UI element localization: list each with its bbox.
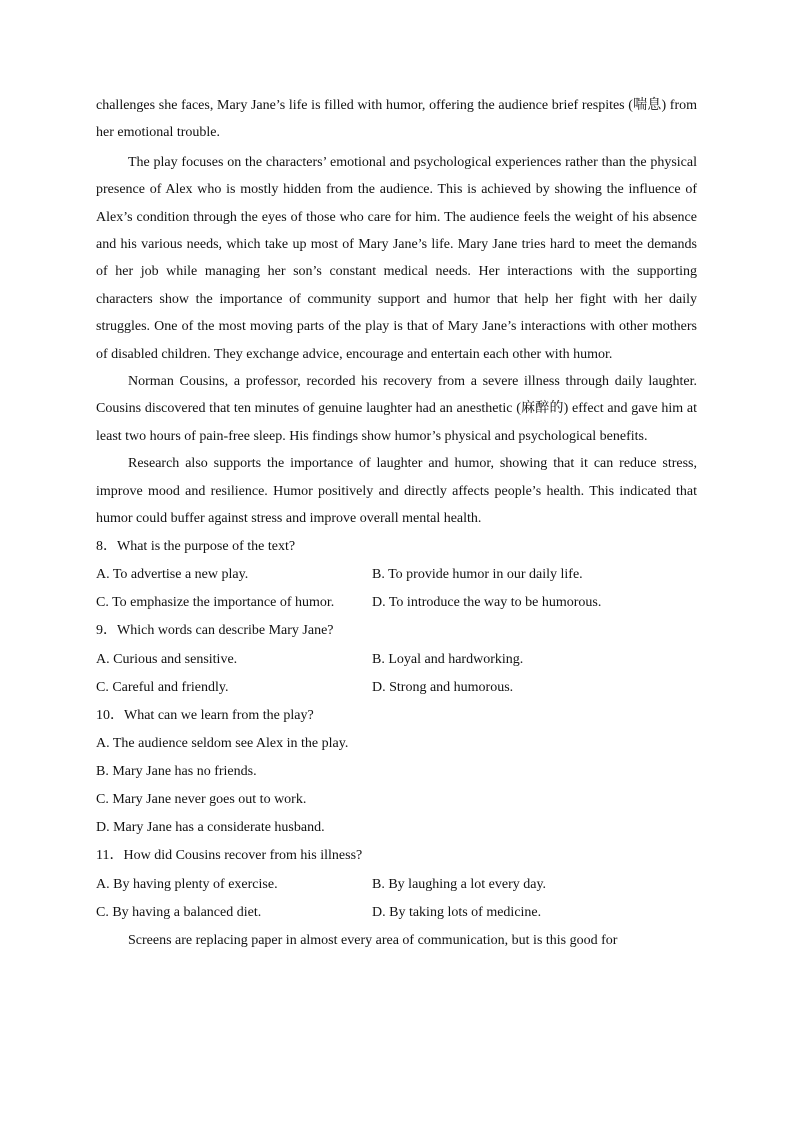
- option-a: A. By having plenty of exercise.: [96, 876, 278, 892]
- passage-paragraph-4: Research also supports the importance of laughter and humor, showing that it can reduce stress, improve mood and resilience. Humor positively and directly affects people’s health. This indicated that humor could buffer against stress and improve overall mental health.: [96, 456, 697, 527]
- question-9: [96, 617, 697, 702]
- option-c: C. To emphasize the importance of humor.: [96, 595, 335, 610]
- question-stem: 11．How did Cousins recover from his illness?: [96, 848, 363, 863]
- question-stem: 9．Which words can describe Mary Jane?: [96, 623, 334, 638]
- option-list: [96, 561, 697, 617]
- next-passage-paragraph-1: Screens are replacing paper in almost every area of communication, but is this good for: [128, 932, 618, 948]
- option-c: C. By having a balanced diet.: [96, 904, 262, 920]
- option-b: B. Loyal and hardworking.: [372, 651, 524, 667]
- option-a: A. The audience seldom see Alex in the play.: [96, 736, 349, 751]
- option-d: D. By taking lots of medicine.: [372, 904, 542, 920]
- option-d: D. Strong and humorous.: [372, 679, 514, 695]
- option-d: D. Mary Jane has a considerate husband.: [96, 820, 325, 835]
- passage-paragraph-2: The play focuses on the characters’ emotional and psychological experiences rather than the physical presence of Alex who is mostly hidden from the audience. This is achieved by showing the influence of Alex’s condition through the eyes of those who care for him. The audience feels the weight of his absence and his various needs, which take up most of Mary Jane’s life. Mary Jane tries hard to meet the demands of her job while managing her son’s constant medical needs. Her interactions with the supporting characters show the importance of community support and humor that help her fight with her daily struggles. One of the most moving parts of the play is that of Mary Jane’s interactions with other mothers of disabled children. They exchange advice, encourage and entertain each other with humor.: [96, 154, 697, 362]
- option-list: [96, 871, 697, 927]
- question-stem: 10．What can we learn from the play?: [96, 707, 314, 723]
- option-a: A. To advertise a new play.: [96, 567, 249, 582]
- option-a: A. Curious and sensitive.: [96, 651, 238, 667]
- passage-paragraph-1: challenges she faces, Mary Jane’s life is filled with humor, offering the audience brief respites (喘息) from her emotional trouble.: [96, 98, 697, 141]
- option-b: B. By laughing a lot every day.: [372, 876, 547, 892]
- question-10: [96, 702, 697, 843]
- option-b: B. To provide humor in our daily life.: [372, 567, 583, 582]
- question-8: [96, 533, 697, 618]
- passage-paragraph-3: Norman Cousins, a professor, recorded his recovery from a severe illness through daily laughter. Cousins discovered that ten minutes of genuine laughter had an anesthetic (麻醉的) effect and gave him at least two hours of pain-free sleep. His findings show humor’s physical and psychological benefits.: [96, 374, 697, 444]
- option-c: C. Careful and friendly.: [96, 679, 229, 695]
- question-stem: 8．What is the purpose of the text?: [96, 538, 296, 554]
- option-c: C. Mary Jane never goes out to work.: [96, 792, 307, 807]
- option-b: B. Mary Jane has no friends.: [96, 764, 257, 779]
- question-11: [96, 842, 697, 927]
- option-list: [96, 646, 697, 702]
- option-list: [96, 730, 697, 842]
- option-d: D. To introduce the way to be humorous.: [372, 595, 602, 610]
- document-page: [96, 92, 697, 954]
